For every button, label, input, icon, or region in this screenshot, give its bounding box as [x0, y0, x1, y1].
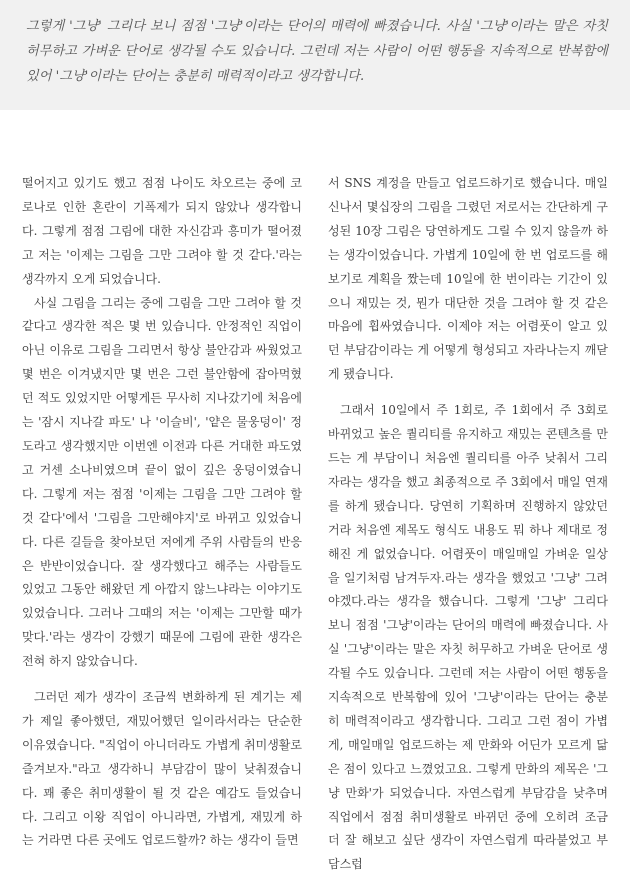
article-column-right	[328, 172, 608, 872]
paragraph: 떨어지고 있기도 했고 점점 나이도 차오르는 중에 코로나로 인한 혼란이 기폭제가 되지 않았나 생각합니다. 그렇게 점점 그림에 대한 자신감과 흥미가 떨어졌고 저는 '이제는 그림을 그만 그려야 할 것 같다.'라는 생각까지 오게 되었습니다.	[22, 176, 302, 286]
paragraph: 그러던 제가 생각이 조금씩 변화하게 된 계기는 제가 제일 좋아했던, 재밌어했던 일이라서라는 단순한 이유였습니다. "직업이 아니더라도 가볍게 취미생활로 즐겨보자."라고 생각하니 부담감이 많이 낮춰졌습니다. 꽤 좋은 취미생활이 될 것 같은 예감도 들었습니다. 그리고 이왕 직업이 아니라면, 가볍게, 재밌게 하는 거라면 다른 곳에도 업로드할까? 하는 생각이 들면	[22, 690, 302, 848]
paragraph: 사실 그림을 그리는 중에 그림을 그만 그려야 할 것 같다고 생각한 적은 몇 번 있습니다. 안정적인 직업이 아닌 이유로 그림을 그리면서 항상 불안감과 싸웠었고 몇 번은 이겨냈지만 몇 번은 그런 불안함에 잡아먹혔던 적도 있었지만 어떻게든 무사히 지나갔기에 처음에는 '잠시 지나갈 파도' 나 '이슬비', '얕은 물웅덩이' 정도라고 생각했지만 이번엔 이전과 다른 거대한 파도였고 거센 소나비였으며 끝이 없이 깊은 웅덩이였습니다. 그렇게 저는 점점 '이제는 그림을 그만 그려야 할 것 같다'에서 '그림을 그만해야지'로 바뀌고 있었습니다. 다른 길들을 찾아보던 저에게 주위 사람들의 반응은 반반이었습니다. 잘 생각했다고 해주는 사람들도 있었고 그동안 해왔던 게 아깝지 않느냐라는 이야기도 있었습니다. 그러나 그때의 저는 '이제는 그만할 때가 맞다.'라는 생각이 강했기 때문에 그림에 관한 생각은 전혀 하지 않았습니다.	[22, 295, 302, 669]
article-column-left	[22, 172, 302, 848]
pull-quote-box	[0, 0, 630, 110]
pull-quote-text: 그렇게 '그냥' 그리다 보니 점점 '그냥'이라는 단어의 매력에 빠졌습니다. 사실 '그냥'이라는 말은 자칫 허무하고 가벼운 단어로 생각될 수도 있습니다. 그런데 저는 사람이 어떤 행동을 지속적으로 반복함에 있어 '그냥'이라는 단어는 충분히 매력적이라고 생각합니다.	[26, 19, 608, 84]
paragraph: 서 SNS 계정을 만들고 업로드하기로 했습니다. 매일 신나서 몇십장의 그림을 그렸던 저로서는 간단하게 구성된 10장 그림은 당연하게도 그릴 수 있지 않을까 하는 생각이었습니다. 가볍게 10일에 한 번 업로드를 해보기로 계획을 짰는데 10일에 한 번이라는 기간이 있으니 재밌는 것, 뭔가 대단한 것을 그려야 할 것 같은 마음에 휩싸였습니다. 이제야 저는 어렴풋이 알고 있던 부담감이라는 게 어떻게 형성되고 자라나는지 깨닫게 됐습니다.	[328, 176, 608, 382]
paragraph: 그래서 10일에서 주 1회로, 주 1회에서 주 3회로 바뀌었고 높은 퀄리티를 유지하고 재밌는 콘텐츠를 만드는 게 부담이니 처음엔 퀄리티를 아주 낮춰서 그리자라는 생각을 했고 최종적으로 주 3회에서 매일 연재를 하게 됐습니다. 당연히 기획하며 진행하지 않았던 거라 처음엔 제목도 형식도 내용도 뭐 하나 제대로 정해진 게 없었습니다. 어렴풋이 매일매일 가벼운 일상을 일기처럼 남겨두자.라는 생각을 했었고 '그냥' 그려야겠다.라는 생각을 했습니다. 그렇게 '그냥' 그리다 보니 점점 '그냥'이라는 단어의 매력에 빠졌습니다. 사실 '그냥'이라는 말은 자칫 허무하고 가벼운 단어로 생각될 수도 있습니다. 그런데 저는 사람이 어떤 행동을 지속적으로 반복함에 있어 '그냥'이라는 단어는 충분히 매력적이라고 생각합니다. 그리고 그런 점이 가볍게, 매일매일 업로드하는 제 만화와 어딘가 모르게 닮은 점이 있다고 느꼈었고요. 그렇게 만화의 제목은 '그냥 만화'가 되었습니다. 자연스럽게 부담감을 낮추며 직업에서 점점 취미생활로 바뀌던 중에 오히려 조금 더 잘 해보고 싶단 생각이 자연스럽게 따라붙었고 부담스럽	[328, 403, 608, 872]
